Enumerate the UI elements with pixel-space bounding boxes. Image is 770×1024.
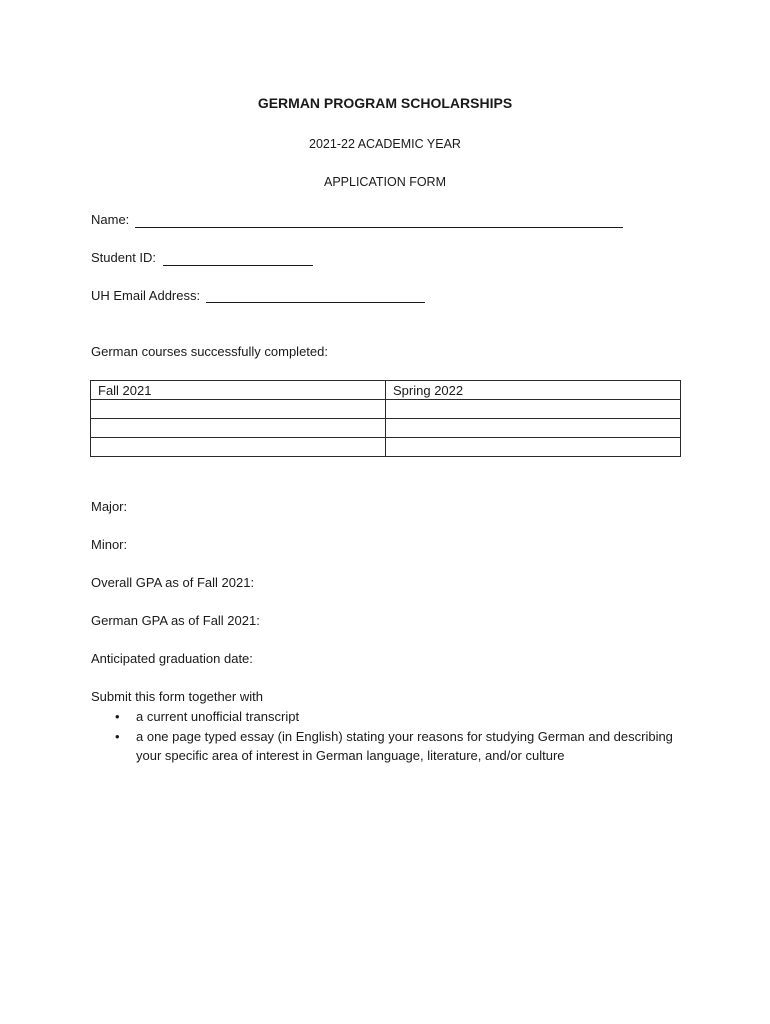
bullet-icon: •	[115, 709, 120, 724]
overall-gpa-label: Overall GPA as of Fall 2021:	[91, 575, 255, 590]
name-label: Name:	[91, 212, 130, 227]
list-item	[91, 727, 691, 766]
requirement-essay: a one page typed essay (in English) stating your reasons for studying German and describing your specific area of interest in German language, literature, and/or culture	[136, 728, 673, 763]
requirements-list	[91, 707, 691, 766]
list-item	[91, 707, 691, 727]
submission-intro: Submit this form together with	[91, 689, 263, 704]
courses-table	[90, 380, 681, 457]
table-cell[interactable]	[386, 438, 681, 457]
table-cell[interactable]	[386, 419, 681, 438]
graduation-date-label: Anticipated graduation date:	[91, 651, 253, 666]
column-header-spring: Spring 2022	[386, 381, 681, 400]
name-field[interactable]	[135, 227, 623, 228]
student-id-field[interactable]	[163, 265, 313, 266]
table-row	[91, 419, 681, 438]
table-row	[91, 400, 681, 419]
form-type: APPLICATION FORM	[323, 175, 446, 189]
major-label: Major:	[91, 499, 128, 514]
requirement-transcript: a current unofficial transcript	[136, 709, 300, 724]
table-row	[91, 438, 681, 457]
email-label: UH Email Address:	[91, 288, 201, 303]
form-title: GERMAN PROGRAM SCHOLARSHIPS	[257, 95, 513, 111]
minor-label: Minor:	[91, 537, 128, 552]
table-cell[interactable]	[91, 419, 386, 438]
table-cell[interactable]	[91, 438, 386, 457]
table-cell[interactable]	[91, 400, 386, 419]
german-gpa-label: German GPA as of Fall 2021:	[91, 613, 260, 628]
column-header-fall: Fall 2021	[91, 381, 386, 400]
academic-year: 2021-22 ACADEMIC YEAR	[309, 137, 461, 151]
email-field[interactable]	[206, 302, 425, 303]
bullet-icon: •	[115, 728, 120, 744]
student-id-label: Student ID:	[91, 250, 157, 265]
table-header-row	[91, 381, 681, 400]
courses-prompt: German courses successfully completed:	[91, 344, 328, 359]
table-cell[interactable]	[386, 400, 681, 419]
